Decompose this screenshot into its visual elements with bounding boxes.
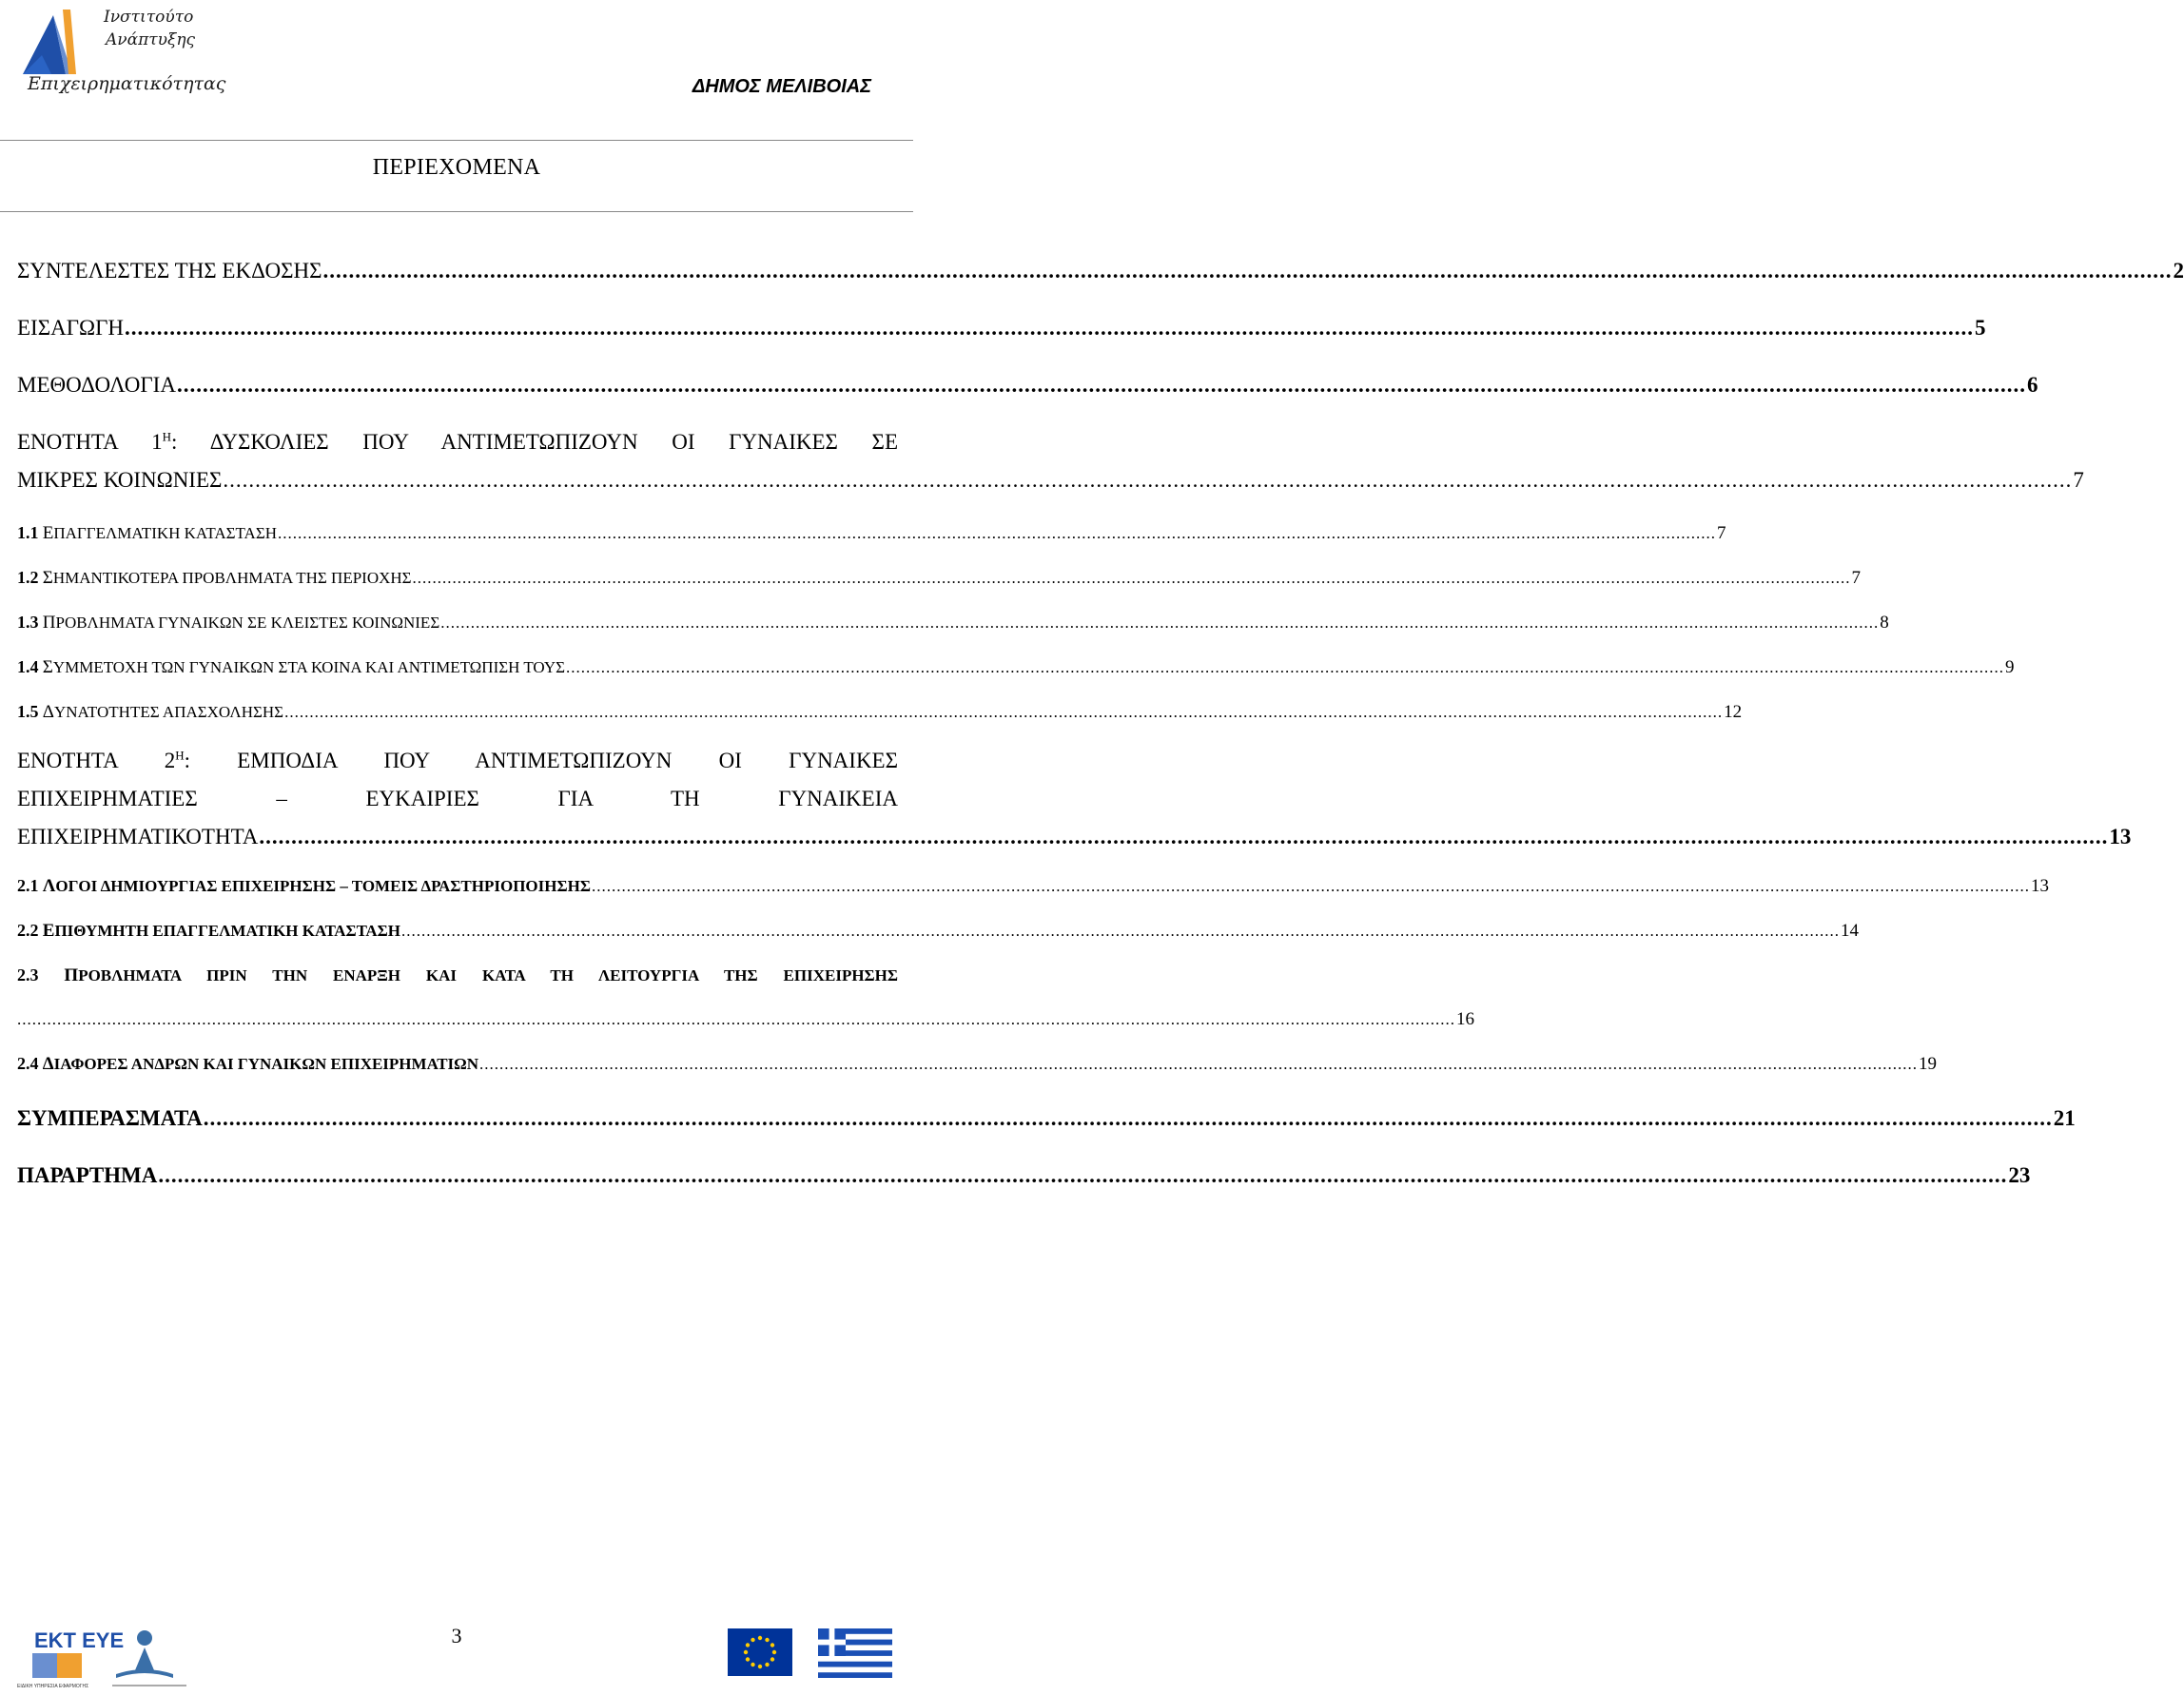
toc-label <box>17 518 277 548</box>
toc-entry-1-2[interactable] <box>17 563 1862 593</box>
toc-label <box>17 563 412 593</box>
logo-line-2: Ανάπτυξης <box>106 30 196 49</box>
toc-page: 16 <box>1456 1009 1474 1029</box>
toc-leader <box>284 698 1723 727</box>
toc-section-1-line-2 <box>17 461 2084 499</box>
toc-leader <box>177 366 2026 404</box>
toc-entry-methodology[interactable] <box>17 366 2038 404</box>
toc-label: ΕΙΣΑΓΩΓΗ <box>17 316 125 340</box>
greek-flag <box>818 1628 892 1678</box>
table-of-contents <box>17 252 2184 1214</box>
toc-leader <box>259 818 2108 856</box>
toc-page: 19 <box>1919 1054 1938 1074</box>
toc-section-2-line-3 <box>17 818 2132 856</box>
eu-flag-icon <box>728 1628 792 1676</box>
toc-initial: Σ <box>42 657 53 677</box>
toc-leader <box>566 653 2004 682</box>
toc-label: ΕΠΙΧΕΙΡΗΜΑΤΙΚΟΤΗΤΑ <box>17 825 259 848</box>
toc-page: 14 <box>1840 921 1859 941</box>
logo-line-1: Ινστιτούτο <box>104 8 194 27</box>
toc-rest: ΡΟΒΛΗΜΑΤΑ ΠΡΙΝ ΤΗΝ ΕΝΑΡΞΗ ΚΑΙ ΚΑΤΑ ΤΗ ΛΕΙΤΟΥΡΓΙΑ ΤΗΣ ΕΠΙΧΕΙΡΗΣΗΣ <box>78 966 899 984</box>
toc-label: ΠΑΡΑΡΤΗΜΑ <box>17 1163 158 1187</box>
toc-entry-1-1[interactable] <box>17 518 1726 548</box>
program-logo-icon <box>107 1623 192 1691</box>
toc-number: 1.2 <box>17 568 39 587</box>
toc-section-1-title: : ΔΥΣΚΟΛΙΕΣ ΠΟΥ ΑΝΤΙΜΕΤΩΠΙΖΟΥΝ ΟΙ ΓΥΝΑΙΚΕΣ ΣΕ <box>170 430 898 454</box>
toc-number: 2.4 <box>17 1054 39 1073</box>
toc-section-2-line-1 <box>17 742 898 780</box>
header-rule <box>0 140 913 141</box>
toc-rest: ΠΑΓΓΕΛΜΑΤΙΚΗ ΚΑΤΑΣΤΑΣΗ <box>53 524 278 542</box>
municipality-name: ΔΗΜΟΣ ΜΕΛΙΒΟΙΑΣ <box>692 76 871 97</box>
institute-logo-icon <box>13 6 104 82</box>
page-number: 3 <box>451 1624 462 1647</box>
toc-section-2-sup: Η <box>175 748 185 763</box>
toc-initial: Δ <box>42 1054 54 1074</box>
toc-page: 13 <box>2030 876 2049 896</box>
toc-label: ΣΥΝΤΕΛΕΣΤΕΣ ΤΗΣ ΕΚΔΟΣΗΣ <box>17 259 322 283</box>
institute-logo-text <box>28 6 226 94</box>
toc-rest: ΥΜΜΕΤΟΧΗ ΤΩΝ ΓΥΝΑΙΚΩΝ ΣΤΑ ΚΟΙΝΑ ΚΑΙ ΑΝΤΙΜΕΤΩΠΙΣΗ ΤΟΥΣ <box>52 658 566 676</box>
toc-section-2-title: : ΕΜΠΟΔΙΑ ΠΟΥ ΑΝΤΙΜΕΤΩΠΙΖΟΥΝ ΟΙ ΓΥΝΑΙΚΕΣ <box>184 749 898 772</box>
toc-leader <box>413 564 1851 593</box>
ekt-logo-caption: ΕΙΔΙΚΗ ΥΠΗΡΕΣΙΑ ΕΦΑΡΜΟΓΗΣ <box>17 1684 89 1689</box>
toc-leader <box>278 519 1716 548</box>
toc-page: 12 <box>1724 702 1743 722</box>
toc-rest: ΙΑΦΟΡΕΣ ΑΝΔΡΩΝ ΚΑΙ ΓΥΝΑΙΚΩΝ ΕΠΙΧΕΙΡΗΜΑΤΙΩΝ <box>53 1055 479 1073</box>
toc-page: 8 <box>1880 613 1889 633</box>
toc-section-1-line-1 <box>17 423 898 461</box>
toc-entry-1-3[interactable] <box>17 608 1889 637</box>
toc-page: 23 <box>2008 1163 2031 1187</box>
ekt-logo <box>13 1625 125 1691</box>
toc-section-1-sup: Η <box>162 429 171 444</box>
toc-rest: ΗΜΑΝΤΙΚΟΤΕΡΑ ΠΡΟΒΛΗΜΑΤΑ ΤΗΣ ΠΕΡΙΟΧΗΣ <box>52 569 412 587</box>
toc-leader <box>479 1050 1918 1079</box>
toc-label <box>17 608 439 637</box>
toc-section-2-line-2: ΕΠΙΧΕΙΡΗΜΑΤΙΕΣ – ΕΥΚΑΙΡΙΕΣ ΓΙΑ ΤΗ ΓΥΝΑΙΚΕΙΑ <box>17 787 898 810</box>
toc-initial: Σ <box>42 568 53 588</box>
toc-entry-conclusions[interactable] <box>17 1100 2076 1138</box>
toc-number: 2.3 <box>17 965 39 984</box>
toc-label: ΜΕΘΟΔΟΛΟΓΙΑ <box>17 373 176 397</box>
toc-number: 1.3 <box>17 613 39 632</box>
toc-number: 2.2 <box>17 921 39 940</box>
toc-page: 6 <box>2026 373 2038 397</box>
toc-entry-2-3-line-2 <box>17 1005 1474 1034</box>
toc-leader <box>204 1100 2053 1138</box>
toc-entry-2-2[interactable] <box>17 916 1859 945</box>
toc-entry-1-5[interactable] <box>17 697 1743 727</box>
toc-page: 2 <box>2173 259 2184 283</box>
toc-entry-introduction[interactable] <box>17 309 1986 347</box>
toc-page: 9 <box>2005 657 2015 677</box>
toc-leader <box>223 461 2072 499</box>
toc-page: 7 <box>1851 568 1862 588</box>
ekt-logo-text: ΕΚΤ ΕΥΕ <box>34 1628 125 1652</box>
toc-leader <box>125 309 1974 347</box>
toc-initial: Π <box>64 965 79 985</box>
toc-leader <box>17 1005 1455 1034</box>
toc-entry-1-4[interactable] <box>17 653 2015 682</box>
logo-line-3: Επιχειρηματικότητας <box>28 73 226 94</box>
toc-entry-section-2[interactable] <box>17 742 2132 856</box>
toc-entry-appendix[interactable] <box>17 1157 2031 1195</box>
title-rule <box>0 211 913 212</box>
toc-number: 1.5 <box>17 702 39 721</box>
toc-page: 7 <box>1717 523 1726 543</box>
toc-leader <box>322 252 2172 290</box>
page-title: ΠΕΡΙΕΧΟΜΕΝΑ <box>372 155 541 180</box>
toc-number: 1.1 <box>17 523 39 542</box>
toc-label <box>17 1049 478 1079</box>
toc-label <box>17 653 565 682</box>
toc-initial: Λ <box>42 876 56 896</box>
toc-section-1-prefix: ΕΝΟΤΗΤΑ 1 <box>17 430 163 454</box>
toc-number: 1.4 <box>17 657 39 676</box>
toc-label: ΜΙΚΡΕΣ ΚΟΙΝΩΝΙΕΣ <box>17 468 223 492</box>
page-header <box>0 0 913 143</box>
toc-entry-contributors[interactable] <box>17 252 2184 290</box>
toc-initial: Π <box>42 613 56 633</box>
ekt-logo-icon <box>13 1625 125 1691</box>
toc-label: ΣΥΜΠΕΡΑΣΜΑΤΑ <box>17 1106 203 1130</box>
toc-rest: ΟΓΟΙ ΔΗΜΙΟΥΡΓΙΑΣ ΕΠΙΧΕΙΡΗΣΗΣ – ΤΟΜΕΙΣ ΔΡΑΣΤΗΡΙΟΠΟΙΗΣΗΣ <box>55 877 591 895</box>
program-logo <box>107 1623 192 1691</box>
toc-page: 5 <box>1975 316 1986 340</box>
institute-logo <box>13 6 226 101</box>
toc-initial: Δ <box>42 702 54 722</box>
toc-number: 2.1 <box>17 876 39 895</box>
greek-flag-icon <box>818 1628 892 1678</box>
toc-section-2-prefix: ΕΝΟΤΗΤΑ 2 <box>17 749 176 772</box>
toc-leader <box>158 1157 2007 1195</box>
toc-entry-2-3[interactable] <box>17 961 1474 1034</box>
toc-initial: Ε <box>42 523 54 543</box>
toc-page: 21 <box>2053 1106 2076 1130</box>
toc-entry-2-4[interactable] <box>17 1049 1938 1079</box>
toc-entry-2-1[interactable] <box>17 871 2049 901</box>
toc-rest: ΡΟΒΛΗΜΑΤΑ ΓΥΝΑΙΚΩΝ ΣΕ ΚΛΕΙΣΤΕΣ ΚΟΙΝΩΝΙΕΣ <box>55 614 440 632</box>
toc-label <box>17 916 400 945</box>
toc-label <box>17 871 591 901</box>
toc-entry-section-1[interactable] <box>17 423 2084 499</box>
toc-rest: ΥΝΑΤΟΤΗΤΕΣ ΑΠΑΣΧΟΛΗΣΗΣ <box>53 703 284 721</box>
toc-page: 7 <box>2073 468 2084 492</box>
toc-leader <box>592 872 2030 901</box>
toc-entry-2-3-line-1 <box>17 961 898 990</box>
toc-page: 13 <box>2109 825 2132 848</box>
eu-flag <box>728 1628 792 1676</box>
toc-initial: Ε <box>42 921 55 941</box>
toc-label <box>17 697 283 727</box>
toc-leader <box>401 917 1840 945</box>
toc-leader <box>440 609 1879 637</box>
toc-rest: ΠΙΘΥΜΗΤΗ ΕΠΑΓΓΕΛΜΑΤΙΚΗ ΚΑΤΑΣΤΑΣΗ <box>54 922 400 940</box>
